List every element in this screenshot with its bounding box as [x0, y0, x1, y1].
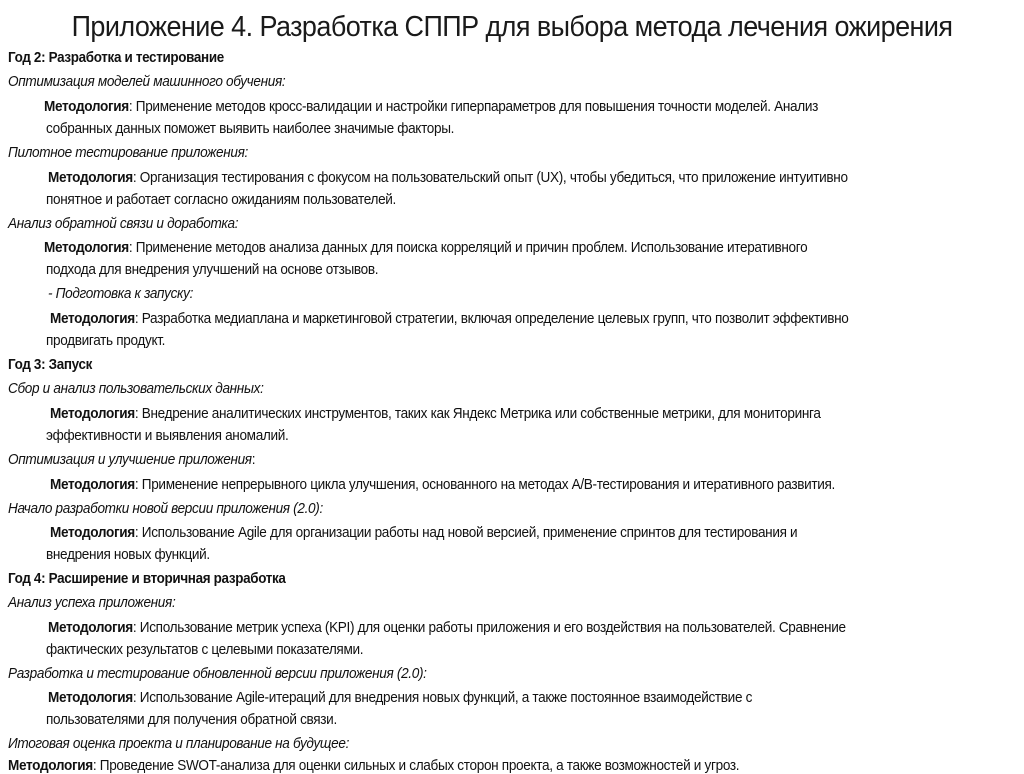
method-text-cont: понятное и работает согласно ожиданиям пользователей.	[46, 192, 396, 208]
method-text-cont: фактических результатов с целевыми показателями.	[46, 642, 364, 658]
method-label: Методология	[48, 690, 133, 706]
task-title: Сбор и анализ пользовательских данных:	[8, 381, 264, 397]
method-text: Методология: Проведение SWOT-анализа для оценки сильных и слабых сторон проекта, а также возможностей и угроз.	[8, 758, 740, 774]
task-title: Разработка и тестирование обновленной версии приложения (2.0):	[8, 666, 427, 682]
year-heading: Год 3: Запуск	[8, 357, 93, 373]
method-text: Методология: Применение непрерывного цикла улучшения, основанного на методах A/B-тестирования и итеративного развития.	[50, 477, 835, 493]
method-text: Методология: Организация тестирования с фокусом на пользовательский опыт (UX), чтобы убедиться, что приложение интуитивно	[48, 170, 848, 186]
year-heading: Год 4: Расширение и вторичная разработка	[8, 571, 286, 587]
method-text: Методология: Применение методов анализа данных для поиска корреляций и причин проблем. Использование итеративного	[44, 240, 808, 256]
method-text: Методология: Внедрение аналитических инструментов, таких как Яндекс Метрика или собственные метрики, для мониторинга	[50, 406, 821, 422]
task-title: Оптимизация и улучшение приложения:	[8, 452, 256, 468]
method-text: Методология: Использование Agile-итераций для внедрения новых функций, а также постоянное взаимодействие с	[48, 690, 753, 706]
task-title: Пилотное тестирование приложения:	[8, 145, 248, 161]
method-text-cont: пользователями для получения обратной связи.	[46, 712, 337, 728]
method-label: Методология	[48, 170, 133, 186]
page-title: Приложение 4. Разработка СППР для выбора метода лечения ожирения	[71, 11, 953, 43]
method-text-cont: собранных данных поможет выявить наиболее значимые факторы.	[46, 121, 455, 137]
task-title: Начало разработки новой версии приложения (2.0):	[8, 501, 323, 517]
method-text-cont: внедрения новых функций.	[46, 547, 210, 563]
task-title: - Подготовка к запуску:	[48, 286, 194, 302]
task-title: Оптимизация моделей машинного обучения:	[8, 74, 286, 90]
method-label: Методология	[8, 758, 93, 774]
year-heading: Год 2: Разработка и тестирование	[8, 50, 224, 66]
task-title: Анализ успеха приложения:	[8, 595, 176, 611]
method-text-cont: эффективности и выявления аномалий.	[46, 428, 289, 444]
method-label: Методология	[44, 99, 129, 115]
task-title: Итоговая оценка проекта и планирование на будущее:	[8, 736, 350, 752]
method-label: Методология	[50, 311, 135, 327]
method-text: Методология: Применение методов кросс-валидации и настройки гиперпараметров для повышения точности моделей. Анализ	[44, 99, 819, 115]
method-text: Методология: Использование Agile для организации работы над новой версией, применение спринтов для тестирования и	[50, 525, 798, 541]
method-label: Методология	[44, 240, 129, 256]
method-label: Методология	[50, 406, 135, 422]
method-text: Методология: Использование метрик успеха (KPI) для оценки работы приложения и его воздействия на пользователей. Сравнение	[48, 620, 846, 636]
task-title: Анализ обратной связи и доработка:	[8, 216, 239, 232]
method-label: Методология	[50, 525, 135, 541]
method-text: Методология: Разработка медиаплана и маркетинговой стратегии, включая определение целевых групп, что позволит эффективно	[50, 311, 849, 327]
method-text-cont: продвигать продукт.	[46, 333, 166, 349]
method-text-cont: подхода для внедрения улучшений на основе отзывов.	[46, 262, 379, 278]
method-label: Методология	[48, 620, 133, 636]
method-label: Методология	[50, 477, 135, 493]
